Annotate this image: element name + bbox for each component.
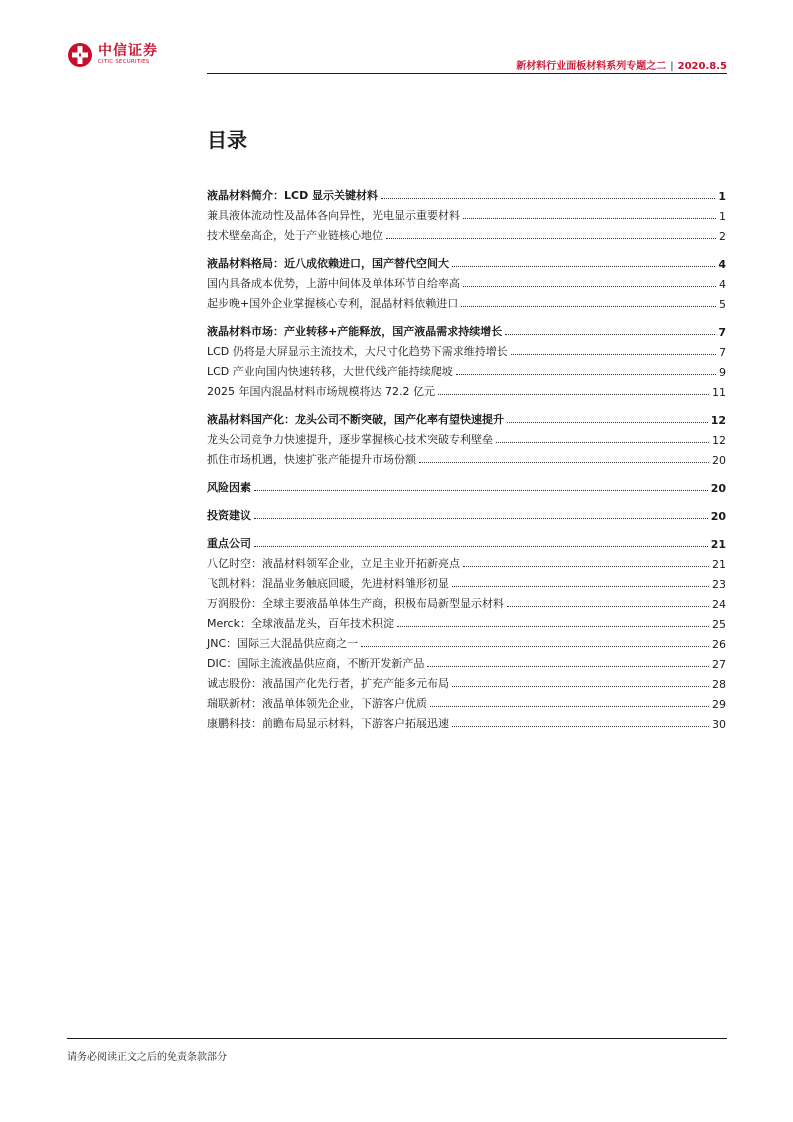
toc-subsection-entry[interactable] — [207, 651, 726, 671]
toc-page-number: 26 — [712, 638, 726, 651]
toc-page-number: 27 — [712, 658, 726, 671]
toc-entry-label: 液晶材料简介：LCD 显示关键材料 — [207, 189, 379, 202]
toc-entry-label: 2025 年国内混晶材料市场规模将达 72.2 亿元 — [207, 385, 435, 398]
toc-section — [207, 531, 726, 731]
toc-subsection-entry[interactable] — [207, 631, 726, 651]
toc-leader-dots — [452, 686, 709, 687]
toc-entry-label: 重点公司 — [207, 537, 251, 550]
toc-subsection-entry[interactable] — [207, 571, 726, 591]
toc-subsection-entry[interactable] — [207, 591, 726, 611]
toc-page-number: 1 — [718, 190, 726, 203]
toc-leader-dots — [456, 374, 716, 375]
toc-section-entry[interactable] — [207, 319, 726, 339]
toc-leader-dots — [452, 586, 709, 587]
toc-section-entry[interactable] — [207, 503, 726, 523]
toc-page-number: 21 — [710, 538, 726, 551]
toc-page-number: 7 — [719, 346, 726, 359]
toc-page-number: 4 — [719, 278, 726, 291]
toc-leader-dots — [452, 266, 715, 267]
toc-leader-dots — [381, 198, 715, 199]
toc-subsection-entry[interactable] — [207, 223, 726, 243]
toc-page-number: 24 — [712, 598, 726, 611]
toc-leader-dots — [397, 626, 709, 627]
report-date: 2020.8.5 — [677, 61, 727, 72]
toc-entry-label: 投资建议 — [207, 509, 251, 522]
toc-leader-dots — [505, 334, 715, 335]
toc-page-number: 1 — [719, 210, 726, 223]
toc-subsection-entry[interactable] — [207, 379, 726, 399]
toc-leader-dots — [361, 646, 709, 647]
toc-subsection-entry[interactable] — [207, 291, 726, 311]
toc-section-entry[interactable] — [207, 251, 726, 271]
report-header — [516, 57, 727, 72]
toc-page-number: 25 — [712, 618, 726, 631]
toc-subsection-entry[interactable] — [207, 203, 726, 223]
toc-section — [207, 251, 726, 311]
toc-page-number: 20 — [710, 510, 726, 523]
toc-section — [207, 407, 726, 467]
toc-entry-label: 液晶材料市场：产业转移+产能释放，国产液晶需求持续增长 — [207, 325, 503, 338]
toc-subsection-entry[interactable] — [207, 691, 726, 711]
toc-leader-dots — [463, 566, 709, 567]
toc-entry-label: 康鹏科技：前瞻布局显示材料，下游客户拓展迅速 — [207, 717, 449, 730]
toc-page-number: 23 — [712, 578, 726, 591]
toc-entry-label: 龙头公司竞争力快速提升，逐步掌握核心技术突破专利壁垒 — [207, 433, 493, 446]
toc-section — [207, 319, 726, 399]
toc-subsection-entry[interactable] — [207, 339, 726, 359]
toc-section — [207, 183, 726, 243]
toc-leader-dots — [507, 606, 709, 607]
toc-page-number: 11 — [712, 386, 726, 399]
toc-entry-label: LCD 产业向国内快速转移，大世代线产能持续爬坡 — [207, 365, 453, 378]
logo-chinese-name: 中信证券 — [98, 43, 158, 60]
toc-page-number: 2 — [719, 230, 726, 243]
toc-entry-label: 起步晚+国外企业掌握核心专利，混晶材料依赖进口 — [207, 297, 459, 310]
toc-leader-dots — [254, 518, 708, 519]
toc-leader-dots — [254, 490, 708, 491]
toc-entry-label: Merck：全球液晶龙头，百年技术积淀 — [207, 617, 394, 630]
citic-logo — [67, 42, 158, 68]
toc-leader-dots — [419, 462, 709, 463]
toc-subsection-entry[interactable] — [207, 427, 726, 447]
footer-divider — [67, 1038, 727, 1039]
toc-subsection-entry[interactable] — [207, 359, 726, 379]
toc-page-number: 20 — [712, 454, 726, 467]
toc-title: 目录 — [207, 128, 247, 152]
toc-section-entry[interactable] — [207, 531, 726, 551]
toc-page-number: 9 — [719, 366, 726, 379]
toc-entry-label: 国内具备成本优势，上游中间体及单体环节自给率高 — [207, 277, 460, 290]
toc-leader-dots — [511, 354, 716, 355]
citic-logo-icon — [67, 42, 93, 68]
toc-leader-dots — [507, 422, 708, 423]
toc-entry-label: DIC：国际主流液晶供应商，不断开发新产品 — [207, 657, 425, 670]
toc-leader-dots — [430, 706, 709, 707]
toc-subsection-entry[interactable] — [207, 447, 726, 467]
toc-entry-label: LCD 仍将是大屏显示主流技术，大尺寸化趋势下需求维持增长 — [207, 345, 508, 358]
toc-entry-label: 兼具液体流动性及晶体各向异性，光电显示重要材料 — [207, 209, 460, 222]
toc-entry-label: JNC：国际三大混晶供应商之一 — [207, 637, 359, 650]
toc-entry-label: 风险因素 — [207, 481, 251, 494]
toc-subsection-entry[interactable] — [207, 611, 726, 631]
toc-page-number: 5 — [719, 298, 726, 311]
toc-section-entry[interactable] — [207, 407, 726, 427]
toc-page-number: 30 — [712, 718, 726, 731]
table-of-contents — [207, 183, 726, 739]
toc-entry-label: 液晶材料格局：近八成依赖进口，国产替代空间大 — [207, 257, 449, 270]
toc-leader-dots — [254, 546, 708, 547]
toc-subsection-entry[interactable] — [207, 551, 726, 571]
toc-page-number: 28 — [712, 678, 726, 691]
toc-leader-dots — [386, 238, 716, 239]
logo-english-name: CITIC SECURITIES — [98, 59, 150, 66]
toc-page-number: 4 — [718, 258, 726, 271]
toc-entry-label: 诚志股份：液晶国产化先行者，扩充产能多元布局 — [207, 677, 449, 690]
toc-leader-dots — [463, 286, 716, 287]
toc-page-number: 12 — [712, 434, 726, 447]
toc-entry-label: 飞凯材料：混晶业务触底回暖，先进材料雏形初显 — [207, 577, 449, 590]
toc-leader-dots — [463, 218, 716, 219]
header-divider — [207, 73, 727, 74]
footer-disclaimer: 请务必阅读正文之后的免责条款部分 — [67, 1052, 227, 1063]
toc-subsection-entry[interactable] — [207, 671, 726, 691]
toc-subsection-entry[interactable] — [207, 271, 726, 291]
toc-entry-label: 瑞联新材：液晶单体领先企业，下游客户优质 — [207, 697, 427, 710]
toc-page-number: 29 — [712, 698, 726, 711]
toc-leader-dots — [438, 394, 709, 395]
toc-leader-dots — [452, 726, 709, 727]
header-separator: | — [670, 61, 674, 72]
toc-section — [207, 475, 726, 495]
toc-leader-dots — [496, 442, 709, 443]
toc-page-number: 12 — [710, 414, 726, 427]
toc-page-number: 20 — [710, 482, 726, 495]
toc-leader-dots — [461, 306, 716, 307]
toc-entry-label: 液晶材料国产化：龙头公司不断突破，国产化率有望快速提升 — [207, 413, 504, 426]
toc-subsection-entry[interactable] — [207, 711, 726, 731]
toc-section-entry[interactable] — [207, 475, 726, 495]
toc-entry-label: 技术壁垒高企，处于产业链核心地位 — [207, 229, 383, 242]
toc-page-number: 21 — [712, 558, 726, 571]
report-title: 新材料行业面板材料系列专题之二 — [516, 61, 667, 72]
toc-page-number: 7 — [718, 326, 726, 339]
toc-leader-dots — [427, 666, 709, 667]
toc-entry-label: 抓住市场机遇，快速扩张产能提升市场份额 — [207, 453, 416, 466]
toc-section-entry[interactable] — [207, 183, 726, 203]
toc-section — [207, 503, 726, 523]
toc-entry-label: 万润股份：全球主要液晶单体生产商，积极布局新型显示材料 — [207, 597, 504, 610]
toc-entry-label: 八亿时空：液晶材料领军企业，立足主业开拓新亮点 — [207, 557, 460, 570]
